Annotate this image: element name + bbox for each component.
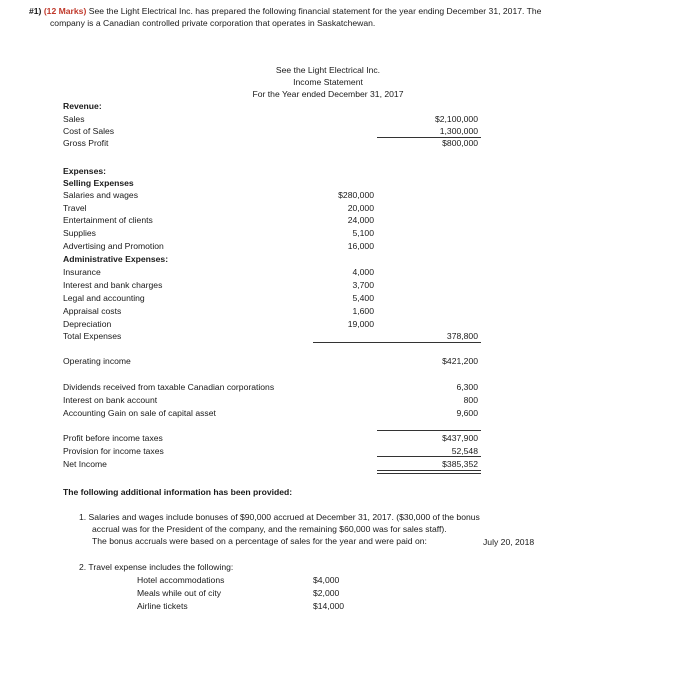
travel-item-label: Meals while out of city — [137, 588, 222, 598]
expense-label: Legal and accounting — [63, 293, 145, 303]
sales-value: $2,100,000 — [434, 114, 478, 124]
other-income-label: Interest on bank account — [63, 395, 158, 405]
note-1-line-3: The bonus accruals were based on a percentage of sales for the year and were paid on: — [92, 536, 427, 546]
expense-value: 5,400 — [352, 293, 374, 303]
additional-info-heading: The following additional information has been provided: — [63, 487, 293, 497]
other-income-label: Dividends received from taxable Canadian corporations — [63, 382, 275, 392]
sales-label: Sales — [63, 114, 85, 124]
expense-label: Interest and bank charges — [63, 280, 163, 290]
divider-net-income — [377, 456, 481, 457]
admin-expenses-heading: Administrative Expenses: — [63, 254, 169, 264]
expense-label: Depreciation — [63, 319, 112, 329]
bonus-payment-date: July 20, 2018 — [483, 537, 535, 547]
expense-value: 19,000 — [347, 319, 374, 329]
selling-expenses-heading: Selling Expenses — [63, 178, 134, 188]
other-income-value: 9,600 — [456, 408, 478, 418]
travel-item-label: Airline tickets — [137, 601, 188, 611]
note-1-line-1: 1. Salaries and wages include bonuses of $90,000 accrued at December 31, 2017. ($30,000 of the bonus — [79, 512, 480, 522]
total-expenses-label: Total Expenses — [63, 331, 122, 341]
divider-profit-before-tax — [377, 430, 481, 431]
note-2-heading: 2. Travel expense includes the following: — [79, 562, 234, 572]
question-number: #1) — [29, 6, 42, 16]
expense-value: $280,000 — [338, 190, 374, 200]
other-income-label: Accounting Gain on sale of capital asset — [63, 408, 216, 418]
expense-label: Supplies — [63, 228, 96, 238]
expense-value: 1,600 — [352, 306, 374, 316]
question-text: See the Light Electrical Inc. has prepared the following financial statement for the year ending December 31, 2017. The — [88, 6, 542, 16]
total-expenses-value: 378,800 — [446, 331, 478, 341]
net-income-value: $385,352 — [442, 459, 478, 469]
operating-income-label: Operating income — [63, 356, 131, 366]
expense-label: Insurance — [63, 267, 101, 277]
cost-of-sales-value: 1,300,000 — [439, 126, 478, 136]
gross-profit-label: Gross Profit — [63, 138, 109, 148]
expense-label: Entertainment of clients — [63, 215, 153, 225]
travel-item-value: $14,000 — [313, 601, 345, 611]
statement-title: Income Statement — [293, 77, 363, 87]
divider-total-expenses — [313, 342, 481, 343]
expense-label: Travel — [63, 203, 87, 213]
net-income-label: Net Income — [63, 459, 107, 469]
expenses-heading: Expenses: — [63, 166, 106, 176]
company-name: See the Light Electrical Inc. — [275, 65, 381, 75]
operating-income-value: $421,200 — [442, 356, 478, 366]
profit-before-tax-value: $437,900 — [442, 433, 478, 443]
travel-item-value: $4,000 — [313, 575, 340, 585]
expense-value: 4,000 — [352, 267, 374, 277]
expense-label: Salaries and wages — [63, 190, 139, 200]
question-marks: (12 Marks) — [43, 6, 87, 16]
profit-before-tax-label: Profit before income taxes — [63, 433, 163, 443]
income-tax-label: Provision for income taxes — [63, 446, 164, 456]
expense-label: Appraisal costs — [63, 306, 122, 316]
other-income-value: 800 — [463, 395, 478, 405]
expense-value: 16,000 — [347, 241, 374, 251]
travel-item-value: $2,000 — [313, 588, 340, 598]
expense-value: 5,100 — [352, 228, 374, 238]
note-1-line-2: accrual was for the President of the company, and the remaining $60,000 was for sales staff). — [92, 524, 447, 534]
expense-value: 20,000 — [347, 203, 374, 213]
gross-profit-value: $800,000 — [442, 138, 478, 148]
expense-value: 24,000 — [347, 215, 374, 225]
question-header — [29, 6, 541, 17]
cost-of-sales-label: Cost of Sales — [63, 126, 115, 136]
other-income-value: 6,300 — [456, 382, 478, 392]
travel-item-label: Hotel accommodations — [137, 575, 225, 585]
revenue-heading: Revenue: — [63, 101, 102, 111]
income-tax-value: 52,548 — [451, 446, 478, 456]
expense-label: Advertising and Promotion — [63, 241, 164, 251]
expense-value: 3,700 — [352, 280, 374, 290]
statement-period: For the Year ended December 31, 2017 — [252, 89, 404, 99]
question-text-line2: company is a Canadian controlled private corporation that operates in Saskatchewan. — [50, 18, 376, 28]
double-underline-net-income — [377, 470, 481, 474]
